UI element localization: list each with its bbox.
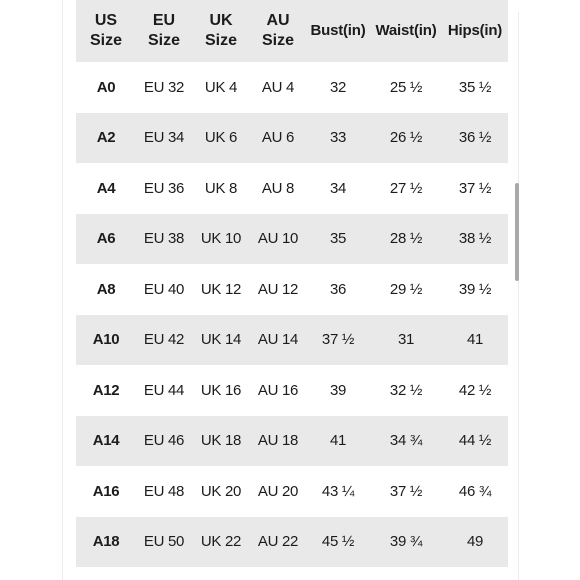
table-row (76, 416, 508, 467)
cell-us-size: A0 (96, 78, 116, 96)
cell-us-size: A10 (92, 331, 120, 349)
cell-bust: 32 (329, 78, 347, 96)
size-chart-table (76, 0, 508, 567)
cell-au-size: AU 22 (257, 533, 299, 551)
cell-hips: 41 (466, 331, 484, 349)
cell-au-size: AU 12 (257, 280, 299, 298)
cell-hips: 44 ½ (458, 432, 492, 450)
cell-au-size: AU 8 (261, 179, 295, 197)
cell-uk-size: UK 20 (200, 482, 242, 500)
cell-hips: 39 ½ (458, 280, 492, 298)
header-waist-line: Waist(in) (375, 22, 437, 39)
cell-au-size: AU 20 (257, 482, 299, 500)
header-hips (442, 21, 508, 41)
cell-au-size: AU 6 (261, 129, 295, 147)
header-uk-size (192, 11, 250, 51)
cell-bust: 34 (329, 179, 347, 197)
cell-uk-size: UK 14 (200, 331, 242, 349)
cell-bust: 43 ¼ (321, 482, 355, 500)
cell-hips: 38 ½ (458, 230, 492, 248)
cell-eu-size: EU 44 (143, 381, 185, 399)
cell-bust: 36 (329, 280, 347, 298)
cell-waist: 28 ½ (389, 230, 423, 248)
cell-waist: 32 ½ (389, 381, 423, 399)
cell-us-size: A14 (92, 432, 120, 450)
header-bust (306, 21, 370, 41)
header-hips-line: Hips(in) (447, 22, 503, 39)
cell-us-size: A2 (96, 129, 116, 147)
table-row (76, 62, 508, 113)
table-row (76, 163, 508, 214)
cell-eu-size: EU 34 (143, 129, 185, 147)
cell-waist: 26 ½ (389, 129, 423, 147)
cell-bust: 35 (329, 230, 347, 248)
cell-us-size: A8 (96, 280, 116, 298)
cell-au-size: AU 10 (257, 230, 299, 248)
cell-uk-size: UK 18 (200, 432, 242, 450)
cell-bust: 45 ½ (321, 533, 355, 551)
table-row (76, 264, 508, 315)
cell-waist: 27 ½ (389, 179, 423, 197)
cell-waist: 31 (397, 331, 415, 349)
cell-hips: 42 ½ (458, 381, 492, 399)
cell-eu-size: EU 40 (143, 280, 185, 298)
cell-au-size: AU 18 (257, 432, 299, 450)
cell-eu-size: EU 48 (143, 482, 185, 500)
header-uk-size-line: Size (204, 32, 237, 49)
cell-waist: 39 ¾ (389, 533, 423, 551)
cell-hips: 46 ¾ (458, 482, 492, 500)
cell-hips: 49 (466, 533, 484, 551)
cell-eu-size: EU 46 (143, 432, 185, 450)
table-row (76, 517, 508, 568)
header-uk-size-line: UK (209, 12, 233, 29)
table-row (76, 315, 508, 366)
header-au-size-line: Size (261, 32, 294, 49)
cell-uk-size: UK 22 (200, 533, 242, 551)
cell-us-size: A4 (96, 179, 116, 197)
table-header-row (76, 0, 508, 62)
cell-uk-size: UK 6 (204, 129, 238, 147)
cell-waist: 37 ½ (389, 482, 423, 500)
cell-us-size: A18 (92, 533, 120, 551)
header-au-size (250, 11, 306, 51)
cell-au-size: AU 4 (261, 78, 295, 96)
table-row (76, 113, 508, 164)
table-row (76, 365, 508, 416)
cell-hips: 36 ½ (458, 129, 492, 147)
table-row (76, 214, 508, 265)
cell-bust: 39 (329, 381, 347, 399)
cell-uk-size: UK 12 (200, 280, 242, 298)
header-au-size-line: AU (266, 12, 290, 29)
table-body (76, 62, 508, 567)
header-eu-size-line: EU (152, 12, 176, 29)
header-eu-size (136, 11, 192, 51)
header-us-size-line: Size (89, 32, 122, 49)
cell-us-size: A16 (92, 482, 120, 500)
size-chart-sheet (62, 0, 519, 580)
cell-uk-size: UK 8 (204, 179, 238, 197)
cell-eu-size: EU 50 (143, 533, 185, 551)
cell-uk-size: UK 10 (200, 230, 242, 248)
cell-us-size: A12 (92, 381, 120, 399)
cell-eu-size: EU 42 (143, 331, 185, 349)
cell-eu-size: EU 32 (143, 78, 185, 96)
cell-au-size: AU 14 (257, 331, 299, 349)
cell-au-size: AU 16 (257, 381, 299, 399)
header-bust-line: Bust(in) (310, 22, 366, 39)
cell-uk-size: UK 4 (204, 78, 238, 96)
cell-waist: 25 ½ (389, 78, 423, 96)
cell-uk-size: UK 16 (200, 381, 242, 399)
cell-eu-size: EU 36 (143, 179, 185, 197)
table-row (76, 466, 508, 517)
cell-hips: 37 ½ (458, 179, 492, 197)
cell-bust: 41 (329, 432, 347, 450)
cell-bust: 37 ½ (321, 331, 355, 349)
cell-waist: 34 ¾ (389, 432, 423, 450)
header-us-size (76, 11, 136, 51)
cell-us-size: A6 (96, 230, 116, 248)
vertical-scrollbar[interactable] (515, 183, 519, 281)
cell-bust: 33 (329, 129, 347, 147)
header-eu-size-line: Size (147, 32, 180, 49)
header-waist (370, 21, 442, 41)
header-us-size-line: US (94, 12, 118, 29)
cell-waist: 29 ½ (389, 280, 423, 298)
cell-hips: 35 ½ (458, 78, 492, 96)
cell-eu-size: EU 38 (143, 230, 185, 248)
